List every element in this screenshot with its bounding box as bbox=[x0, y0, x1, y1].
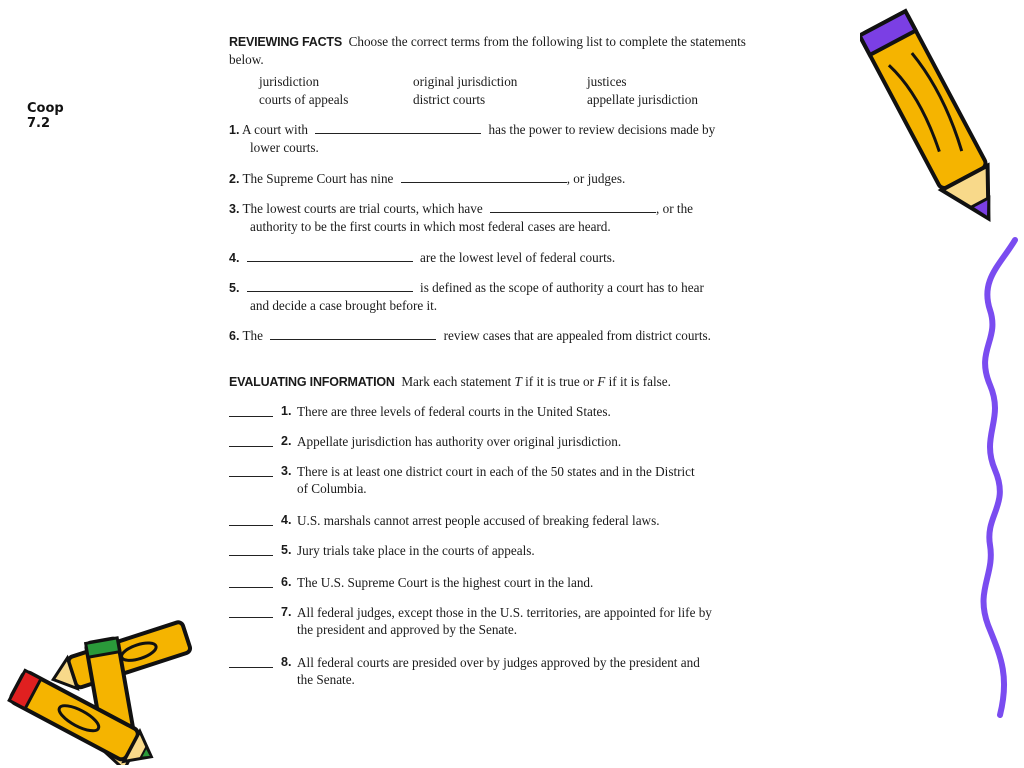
true-false-item bbox=[229, 433, 759, 467]
term-item: original jurisdiction bbox=[413, 74, 518, 89]
fill-in-item bbox=[229, 249, 759, 267]
item-text bbox=[297, 542, 757, 559]
fill-in-item bbox=[229, 279, 759, 314]
item-text bbox=[297, 403, 757, 420]
term-item: jurisdiction bbox=[259, 74, 320, 89]
item-text-before: The bbox=[242, 328, 264, 343]
term-item: appellate jurisdiction bbox=[587, 92, 698, 107]
reviewing-facts-intro bbox=[229, 33, 759, 68]
item-text-line-1: All federal courts are presided over by judges approved by the president and bbox=[297, 655, 700, 670]
true-false-item bbox=[229, 512, 759, 546]
item-number: 6. bbox=[229, 329, 240, 343]
item-text bbox=[297, 433, 757, 450]
item-number: 1. bbox=[281, 404, 292, 418]
fill-in-item bbox=[229, 170, 759, 188]
item-number: 1. bbox=[229, 123, 240, 137]
slide-label-line-2: 7.2 bbox=[27, 116, 51, 131]
item-text-after: review cases that are appealed from district courts. bbox=[443, 328, 711, 343]
term-item: courts of appeals bbox=[259, 92, 349, 107]
pencil-clipart-icon bbox=[860, 0, 1010, 245]
reviewing-facts-section bbox=[229, 30, 759, 109]
item-text-line-1: The U.S. Supreme Court is the highest court in the land. bbox=[297, 575, 594, 590]
item-text-line-2: the Senate. bbox=[297, 672, 355, 687]
item-number: 5. bbox=[281, 543, 292, 557]
evaluating-information-heading: EVALUATING INFORMATION bbox=[229, 375, 395, 389]
item-text-after: has the power to review decisions made by bbox=[488, 122, 716, 137]
item-text bbox=[297, 574, 757, 591]
item-number: 3. bbox=[229, 202, 240, 216]
item-text-before: The lowest courts are trial courts, which have bbox=[242, 201, 483, 216]
answer-blank[interactable] bbox=[229, 476, 273, 477]
item-text-continued: authority to be the first courts in which most federal cases are heard. bbox=[250, 219, 611, 234]
answer-blank[interactable] bbox=[247, 249, 413, 262]
item-text-line-2: of Columbia. bbox=[297, 481, 367, 496]
item-number: 6. bbox=[281, 575, 292, 589]
answer-blank[interactable] bbox=[247, 279, 413, 292]
answer-blank[interactable] bbox=[490, 200, 656, 213]
item-text-after: are the lowest level of federal courts. bbox=[420, 250, 616, 265]
true-false-item bbox=[229, 604, 759, 644]
item-text-continued: lower courts. bbox=[250, 140, 319, 155]
item-text bbox=[297, 463, 757, 497]
answer-blank[interactable] bbox=[229, 555, 273, 556]
slide-label-line-1: Coop bbox=[27, 101, 64, 116]
item-text-before: A court with bbox=[242, 122, 308, 137]
answer-blank[interactable] bbox=[229, 587, 273, 588]
answer-blank[interactable] bbox=[229, 525, 273, 526]
item-text bbox=[297, 512, 757, 529]
answer-blank[interactable] bbox=[229, 667, 273, 668]
false-marker: F bbox=[597, 374, 606, 389]
item-text-after: , or judges. bbox=[566, 171, 626, 186]
reviewing-facts-instructions: Choose the correct terms from the following list to complete the statements below. bbox=[229, 34, 746, 67]
answer-blank[interactable] bbox=[270, 327, 436, 340]
item-text-line-1: U.S. marshals cannot arrest people accused of breaking federal laws. bbox=[297, 513, 660, 528]
item-text-after: is defined as the scope of authority a court has to hear bbox=[420, 280, 704, 295]
answer-blank[interactable] bbox=[229, 416, 273, 417]
reviewing-facts-heading: REVIEWING FACTS bbox=[229, 35, 342, 49]
item-text-line-1: There is at least one district court in each of the 50 states and in the District bbox=[297, 464, 695, 479]
term-item: justices bbox=[587, 74, 627, 89]
item-text-line-1: Appellate jurisdiction has authority over original jurisdiction. bbox=[297, 434, 622, 449]
true-false-item bbox=[229, 403, 759, 437]
item-number: 2. bbox=[281, 434, 292, 448]
term-item: district courts bbox=[413, 92, 486, 107]
answer-blank[interactable] bbox=[229, 446, 273, 447]
item-text-line-2: the president and approved by the Senate. bbox=[297, 622, 518, 637]
fill-in-item bbox=[229, 121, 759, 156]
true-false-item bbox=[229, 542, 759, 576]
item-text-line-1: Jury trials take place in the courts of appeals. bbox=[297, 543, 535, 558]
item-number: 4. bbox=[229, 251, 240, 265]
item-number: 2. bbox=[229, 172, 240, 186]
item-text-line-1: There are three levels of federal courts in the United States. bbox=[297, 404, 611, 419]
evaluating-instructions: Mark each statement bbox=[401, 374, 512, 389]
item-text bbox=[297, 604, 757, 638]
answer-blank[interactable] bbox=[229, 617, 273, 618]
crossed-pencils-clipart-icon bbox=[0, 615, 210, 765]
slide-label bbox=[27, 101, 64, 131]
item-number: 4. bbox=[281, 513, 292, 527]
true-false-item bbox=[229, 574, 759, 608]
evaluating-instructions: if it is false. bbox=[608, 374, 671, 389]
true-marker: T bbox=[514, 374, 522, 389]
fill-in-item bbox=[229, 327, 759, 345]
evaluating-information-intro bbox=[229, 373, 759, 391]
true-false-item bbox=[229, 463, 759, 503]
item-text-line-1: All federal judges, except those in the U.S. territories, are appointed for life by bbox=[297, 605, 712, 620]
evaluating-instructions: if it is true or bbox=[525, 374, 594, 389]
answer-blank[interactable] bbox=[401, 170, 567, 183]
item-number: 5. bbox=[229, 281, 240, 295]
item-text-before: The Supreme Court has nine bbox=[242, 171, 394, 186]
true-false-item bbox=[229, 654, 759, 694]
item-text-after: , or the bbox=[656, 201, 694, 216]
item-number: 3. bbox=[281, 464, 292, 478]
term-list bbox=[229, 73, 759, 109]
item-text-continued: and decide a case brought before it. bbox=[250, 298, 438, 313]
item-text bbox=[297, 654, 757, 688]
squiggle-line-decoration bbox=[960, 235, 1024, 725]
item-number: 7. bbox=[281, 605, 292, 619]
fill-in-item bbox=[229, 200, 759, 235]
answer-blank[interactable] bbox=[315, 121, 481, 134]
item-number: 8. bbox=[281, 655, 292, 669]
